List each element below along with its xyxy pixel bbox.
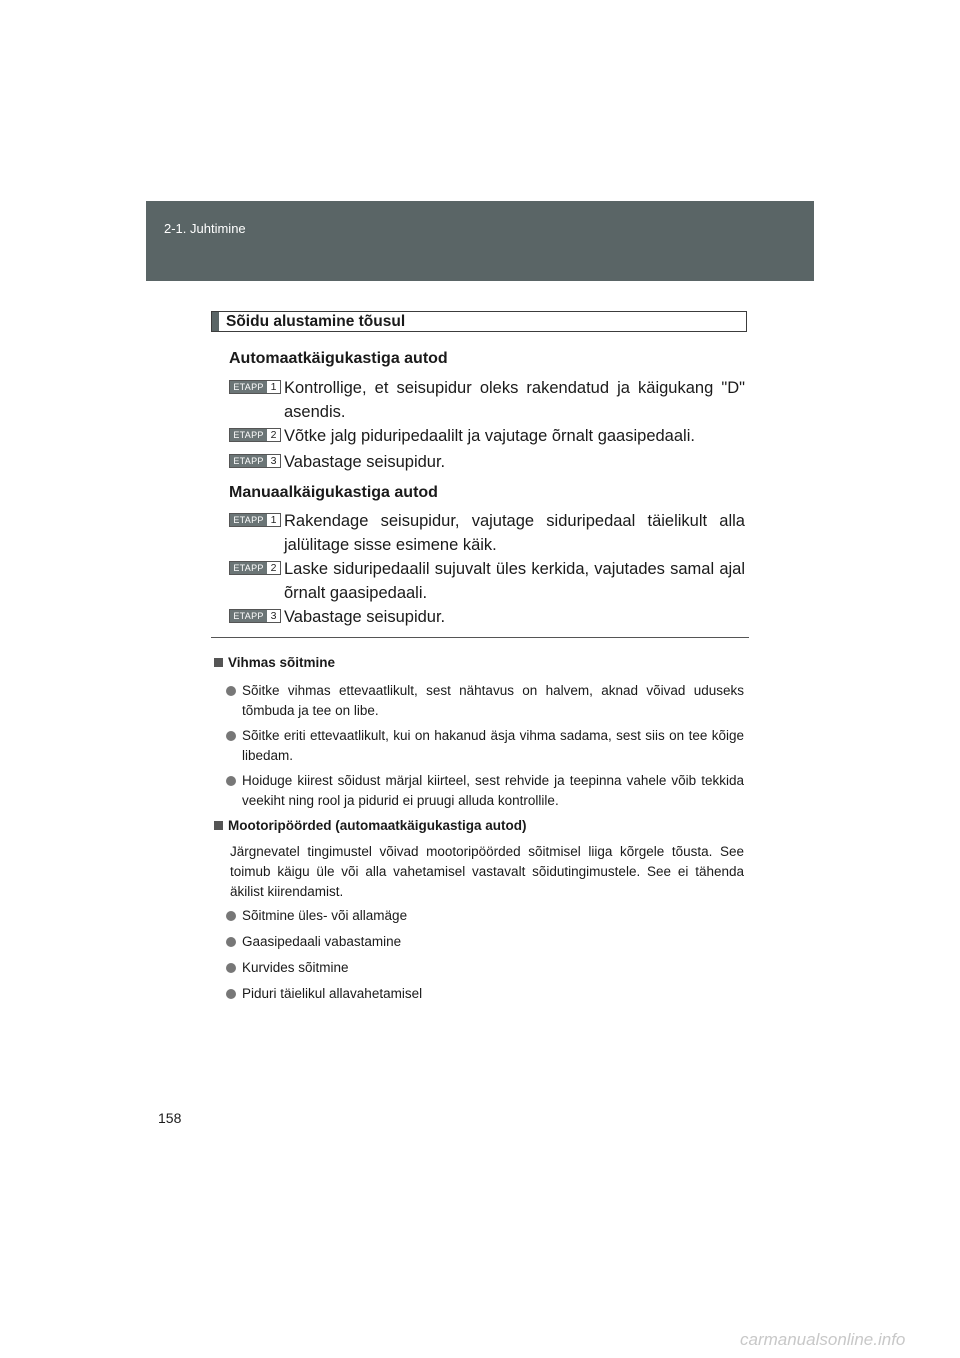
list-item <box>226 771 744 811</box>
step-badge-label: ETAPP <box>230 514 267 526</box>
list-item <box>226 681 744 721</box>
note-heading-rpm <box>214 818 527 833</box>
step-badge <box>229 513 281 527</box>
bullet-dot-icon <box>226 776 236 786</box>
section-divider <box>211 637 749 638</box>
step-badge <box>229 428 281 442</box>
list-item-text: Kurvides sõitmine <box>242 960 349 975</box>
section-title-bar <box>212 312 219 331</box>
list-item <box>226 906 744 926</box>
step-badge-label: ETAPP <box>230 562 267 574</box>
watermark: carmanualsonline.info <box>740 1330 906 1349</box>
list-item-text: Piduri täielikul allavahetamisel <box>242 986 423 1001</box>
step-badge-number: 1 <box>267 514 280 526</box>
automatic-heading: Automaatkäigukastiga autod <box>229 350 448 367</box>
step-badge-number: 3 <box>267 455 280 467</box>
step-badge <box>229 380 281 394</box>
note-heading-text: Vihmas sõitmine <box>228 655 336 670</box>
auto-step-2 <box>229 424 745 448</box>
list-item <box>226 984 744 1004</box>
step-badge-number: 1 <box>267 381 280 393</box>
bullet-dot-icon <box>226 937 236 947</box>
manual-step-1 <box>229 509 745 557</box>
section-title: Sõidu alustamine tõusul <box>226 313 406 330</box>
step-text: Vabastage seisupidur. <box>284 608 446 626</box>
bullet-dot-icon <box>226 911 236 921</box>
step-badge-number: 3 <box>267 610 280 622</box>
step-badge <box>229 561 281 575</box>
page-number: 158 <box>158 1110 182 1126</box>
step-text: Vabastage seisupidur. <box>284 453 446 471</box>
step-badge <box>229 454 281 468</box>
step-badge-number: 2 <box>267 429 280 441</box>
step-badge-number: 2 <box>267 562 280 574</box>
list-item <box>226 958 744 978</box>
step-badge-label: ETAPP <box>230 610 267 622</box>
step-text: Võtke jalg piduripedaalilt ja vajutage õrnalt gaasipedaali. <box>284 427 695 445</box>
auto-step-3 <box>229 450 745 474</box>
step-badge-label: ETAPP <box>230 381 267 393</box>
bullet-dot-icon <box>226 686 236 696</box>
square-bullet-icon <box>214 658 223 667</box>
section-title-box <box>211 311 747 332</box>
header-band <box>146 201 814 281</box>
step-text: Kontrollige, et seisupidur oleks rakendatud ja käigukang "D" asendis. <box>284 379 745 421</box>
step-text: Rakendage seisupidur, vajutage siduripedaal täielikult alla jalülitage sisse esimene käik. <box>284 512 745 554</box>
bullet-dot-icon <box>226 731 236 741</box>
bullet-dot-icon <box>226 989 236 999</box>
list-item <box>226 726 744 766</box>
manual-heading: Manuaalkäigukastiga autod <box>229 484 438 501</box>
list-item-text: Gaasipedaali vabastamine <box>242 934 402 949</box>
list-item-text: Sõitmine üles- või allamäge <box>242 908 408 923</box>
rpm-paragraph: Järgnevatel tingimustel võivad mootoripöörded sõitmisel liiga kõrgele tõusta. See toimub käigu üle või alla vahetamisel vastavalt sõidutingimustele. See ei tähenda äkilist kiirendamist. <box>230 844 744 899</box>
manual-step-2 <box>229 557 745 605</box>
section-label: 2-1. Juhtimine <box>164 221 246 236</box>
bullet-dot-icon <box>226 963 236 973</box>
auto-step-1 <box>229 376 745 424</box>
step-badge-label: ETAPP <box>230 429 267 441</box>
step-badge <box>229 609 281 623</box>
list-item <box>226 932 744 952</box>
manual-step-3 <box>229 605 745 629</box>
step-text: Laske siduripedaalil sujuvalt üles kerkida, vajutades samal ajal õrnalt gaasipedaali. <box>284 560 745 602</box>
square-bullet-icon <box>214 821 223 830</box>
list-item-text: Hoiduge kiirest sõidust märjal kiirteel, sest rehvide ja teepinna vahele võib tekkida veekiht ning rool ja pidurid ei pruugi alluda kontrollile. <box>242 773 744 808</box>
note-heading-rain <box>214 655 335 670</box>
list-item-text: Sõitke eriti ettevaatlikult, kui on hakanud äsja vihma sadama, sest siis on tee kõige libedam. <box>242 728 744 763</box>
list-item-text: Sõitke vihmas ettevaatlikult, sest nähtavus on halvem, aknad võivad uduseks tõmbuda ja tee on libe. <box>242 683 744 718</box>
note-heading-text: Mootoripöörded (automaatkäigukastiga autod) <box>228 818 527 833</box>
step-badge-label: ETAPP <box>230 455 267 467</box>
